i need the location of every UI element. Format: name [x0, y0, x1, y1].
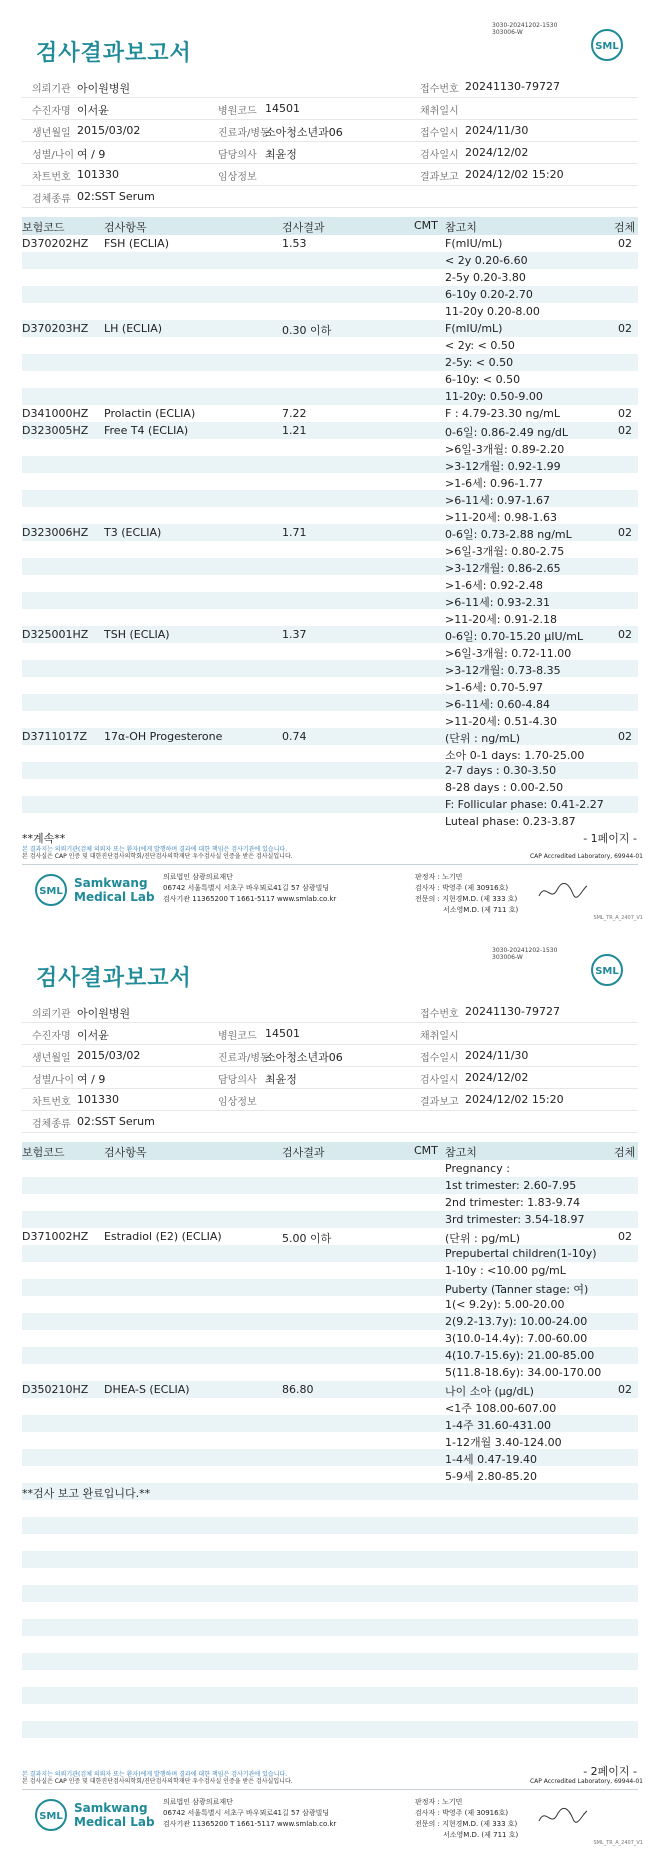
test-result: 86.80	[282, 1383, 314, 1396]
table-row	[22, 252, 638, 269]
reference-range: 6-10y 0.20-2.70	[445, 288, 533, 301]
reference-range: >1-6세: 0.92-2.48	[445, 579, 543, 592]
table-row	[22, 575, 638, 592]
table-row	[22, 609, 638, 626]
table-row	[22, 1262, 638, 1279]
table-row	[22, 371, 638, 388]
report-title: 검사결과보고서	[36, 41, 192, 66]
reference-range: >3-12개월: 0.92-1.99	[445, 460, 561, 473]
patient-header: 의뢰기관 아이원병원 접수번호 20241130-79727 수진자명 이서윤 병원코드 14501 채취일시 생년월일 2015/03/02 진료과/병동 소아청소년과06 접수일시 2024/11/30 성별/나이 여 / 9 담당의사 최윤정 검사일시 2024/12/02 차트번호 101330 임상정보 결과보고 2024/12/02 15:20 검체종류 02:SST Serum	[22, 1001, 638, 1133]
reference-range: 8-28 days : 0.00-2.50	[445, 781, 564, 794]
signatories: 판정자 : 노기민 검사자 : 박영주 (제 30916호) 전문의 : 지현경M.D. (제 333 호) 서소영M.D. (제 711 호)	[415, 1798, 519, 1839]
barcode-text: 3030-20241202-1530 303006-W	[492, 947, 558, 961]
reference-range: 0-6일: 0.86-2.49 ng/dL	[445, 426, 569, 439]
reference-range: 2nd trimester: 1.83-9.74	[445, 1196, 581, 1209]
table-row	[22, 1313, 638, 1330]
footer-info: 의료법인 삼광의료재단 06742 서울특별시 서초구 바우뫼로41길 57 삼광빌딩 검사기관 11365200 T 1661-5117 www.smlab.co.kr	[163, 873, 337, 903]
reference-range: 2-5y: < 0.50	[445, 356, 514, 369]
test-name: 17α-OH Progesterone	[104, 730, 223, 743]
dob: 2015/03/02	[77, 124, 141, 137]
specimen-code: 02	[618, 526, 632, 539]
reference-range: 3(10.0-14.4y): 7.00-60.00	[445, 1332, 588, 1345]
table-row	[22, 1568, 638, 1585]
table-row	[22, 1279, 638, 1296]
notice-black: 본 검사실은 CAP 인증 및 대한진단검사의학회/진단검사의학재단 우수검사실 인증을 받은 검사실입니다.	[22, 853, 293, 860]
table-row	[22, 1585, 638, 1602]
receipt-date: 2024/11/30	[465, 124, 529, 137]
table-row	[22, 1670, 638, 1687]
table-row	[22, 1330, 638, 1347]
reference-range: >6일-3개월: 0.72-11.00	[445, 647, 572, 660]
test-code: **검사 보고 완료입니다.**	[22, 1487, 151, 1500]
page-number: - 1페이지 -	[583, 832, 637, 845]
table-row	[22, 1347, 638, 1364]
table-row	[22, 762, 638, 779]
chart-no: 101330	[77, 168, 119, 181]
table-row	[22, 303, 638, 320]
table-row	[22, 779, 638, 796]
test-result: 1.21	[282, 424, 307, 437]
reference-range: >6-11세: 0.93-2.31	[445, 596, 550, 609]
reference-range: 1-4주 31.60-431.00	[445, 1419, 552, 1432]
svg-text:SML: SML	[595, 41, 619, 52]
table-row	[22, 388, 638, 405]
table-row	[22, 1432, 638, 1449]
table-row	[22, 541, 638, 558]
brand-name: Samkwang Medical Lab	[74, 876, 155, 904]
table-row	[22, 320, 638, 337]
table-row	[22, 422, 638, 439]
table-header: 보험코드 검사항목 검사결과 CMT 참고치 검체	[22, 1144, 636, 1159]
reference-range: >1-6세: 0.70-5.97	[445, 681, 543, 694]
reference-range: F : 4.79-23.30 ng/mL	[445, 407, 560, 420]
barcode-text: 3030-20241202-1530 303006-W	[492, 22, 558, 36]
table-row	[22, 1398, 638, 1415]
footer-info: 의료법인 삼광의료재단 06742 서울특별시 서초구 바우뫼로41길 57 삼광빌딩 검사기관 11365200 T 1661-5117 www.smlab.co.kr	[163, 1798, 337, 1828]
signatories: 판정자 : 노기민 검사자 : 박영주 (제 30916호) 전문의 : 지현경M.D. (제 333 호) 서소영M.D. (제 711 호)	[415, 873, 519, 914]
reference-range: 소아 0-1 days: 1.70-25.00	[445, 749, 585, 762]
reference-range: 2(9.2-13.7y): 10.00-24.00	[445, 1315, 588, 1328]
table-row	[22, 1602, 638, 1619]
report-time: 2024/12/02 15:20	[465, 168, 564, 181]
table-row	[22, 1483, 638, 1500]
table-row	[22, 337, 638, 354]
reference-range: 2-5y 0.20-3.80	[445, 271, 526, 284]
reference-range: F(mIU/mL)	[445, 322, 503, 335]
test-code: D350210HZ	[22, 1383, 89, 1396]
test-name: FSH (ECLIA)	[104, 237, 169, 250]
report-title: 검사결과보고서	[36, 966, 192, 991]
test-name: TSH (ECLIA)	[104, 628, 170, 641]
reference-range: Puberty (Tanner stage: 여)	[445, 1283, 589, 1296]
table-row	[22, 524, 638, 541]
requesting-org: 아이원병원	[77, 82, 131, 95]
report-page-2: 검사결과보고서 3030-20241202-1530 303006-W SML 의뢰기관 아이원병원 접수번호 20241130-79727 수진자명 이서윤 병원코드 14501 채취일시 생년월일 2015/03/02 진료과/병동 소아청소년과06 접수일시 2024/11/30 성별/나이 여 / 9 담당의사 최윤정 검사일시 2024/12/02 차트번호 101330 임상정보 결과보고 2024/12/02 15:20 검체종류 02:SST Serum 보험코드 검사항목 검사결과 CMT 참고치 검체 Pregnancy : 1st trimester: 2.60-7.95 2nd trimester: 1.83-9.74 3rd trimester: 3.54-18.97 D371002HZ Estradiol (E2) (ECLIA) 5.00 이하 (단위 : pg/mL) 02 Prepubertal children(1-10y) 1-10y : <10.00 pg/mL Puberty (Tanner stage: 여) 1(< 9.2y): 5.00-20.00 2(9.2-13.7y): 10.00-24.00 3(10.0-14.4y): 7.00-60.00 4(10.7-15.6y): 21.00-85.00 5(11.8-18.6y): 34.00-170.00 D350210HZ DHEA-S (ECLIA) 86.80 나이 소아 (μg/dL) 02 <1주 108.00-607.00 1-4주 31.60-431.00 1-12개월 3.40-124.00 1-4세 0.47-19.40 5-9세 2.80-85.20 **검사 보고 완료입니다.** - 2페이지 - 본 결과지는 의뢰기관(검체 의뢰자 또는 환자)에게 발행하며 결과에 대한 책임은 검사기관에 있습니다. 본 검사실은 CAP 인증 및 대한진단검사의학회/진단검사의학재단 우수검사실 인증을 받은 검사실입니다. CAP Accredited Laboratory, 69944-01 SML Samkwang Medical Lab 의료법인 삼광의료재단 06742 서울특별시 서초구 바우뫼로41길 57 삼광빌딩 검사기관 11365200 T 1661-5117 www.smlab.co.kr 판정자 : 노기민 검사자 : 박영주 (제 30916호) 전문의 : 지현경M.D. (제 333 호) 서소영M.D. (제 711 호) SML_TR_A_2407_V1	[0, 925, 655, 1850]
table-row	[22, 405, 638, 422]
notice-blue: 본 결과지는 의뢰기관(검체 의뢰자 또는 환자)에게 발행하며 결과에 대한 책임은 검사기관에 있습니다.	[22, 846, 288, 853]
specimen-code: 02	[618, 237, 632, 250]
table-row	[22, 439, 638, 456]
results-table-page-2	[22, 1160, 638, 1755]
reference-range: 5-9세 2.80-85.20	[445, 1470, 538, 1483]
test-result: 5.00 이하	[282, 1232, 332, 1245]
table-row	[22, 1500, 638, 1517]
table-row	[22, 592, 638, 609]
reference-range: Luteal phase: 0.23-3.87	[445, 815, 576, 828]
test-name: Estradiol (E2) (ECLIA)	[104, 1230, 222, 1243]
test-name: Free T4 (ECLIA)	[104, 424, 189, 437]
table-row	[22, 1517, 638, 1534]
reference-range: 1-4세 0.47-19.40	[445, 1453, 538, 1466]
test-name: Prolactin (ECLIA)	[104, 407, 196, 420]
test-result: 0.74	[282, 730, 307, 743]
signature-icon	[537, 1803, 589, 1829]
reference-range: 0-6일: 0.70-15.20 μIU/mL	[445, 630, 584, 643]
table-row	[22, 1466, 638, 1483]
results-table-page-1	[22, 235, 638, 830]
test-code: D341000HZ	[22, 407, 89, 420]
cap-accreditation: CAP Accredited Laboratory, 69944-01	[529, 853, 643, 860]
table-row	[22, 1160, 638, 1177]
reference-range: (단위 : pg/mL)	[445, 1232, 521, 1245]
test-date: 2024/12/02	[465, 146, 529, 159]
table-row	[22, 1653, 638, 1670]
table-row	[22, 1177, 638, 1194]
reference-range: 3rd trimester: 3.54-18.97	[445, 1213, 585, 1226]
reference-range: F(mIU/mL)	[445, 237, 503, 250]
table-row	[22, 1415, 638, 1432]
test-code: D3711017Z	[22, 730, 87, 743]
dept: 소아청소년과06	[265, 126, 343, 139]
reference-range: >3-12개월: 0.86-2.65	[445, 562, 561, 575]
table-row	[22, 1194, 638, 1211]
reference-range: 6-10y: < 0.50	[445, 373, 521, 386]
reference-range: 5(11.8-18.6y): 34.00-170.00	[445, 1366, 602, 1379]
table-row	[22, 694, 638, 711]
reference-range: >6일-3개월: 0.89-2.20	[445, 443, 565, 456]
table-row	[22, 1738, 638, 1755]
reference-range: 11-20y 0.20-8.00	[445, 305, 540, 318]
reference-range: 1(< 9.2y): 5.00-20.00	[445, 1298, 565, 1311]
reference-range: 11-20y: 0.50-9.00	[445, 390, 543, 403]
brand-name: Samkwang Medical Lab	[74, 1801, 155, 1829]
reference-range: 1-12개월 3.40-124.00	[445, 1436, 562, 1449]
sml-footer-logo-icon	[34, 1798, 68, 1832]
receipt-no: 20241130-79727	[465, 80, 560, 93]
reference-range: F: Follicular phase: 0.41-2.27	[445, 798, 604, 811]
reference-range: 2-7 days : 0.30-3.50	[445, 764, 557, 777]
reference-range: Prepubertal children(1-10y)	[445, 1247, 597, 1260]
patient-name: 이서윤	[77, 104, 109, 117]
table-row	[22, 235, 638, 252]
reference-range: < 2y 0.20-6.60	[445, 254, 528, 267]
table-row	[22, 558, 638, 575]
table-row	[22, 813, 638, 830]
specimen-code: 02	[618, 424, 632, 437]
reference-range: (단위 : ng/mL)	[445, 732, 521, 745]
table-row	[22, 1245, 638, 1262]
reference-range: 4(10.7-15.6y): 21.00-85.00	[445, 1349, 595, 1362]
table-row	[22, 456, 638, 473]
test-code: D323006HZ	[22, 526, 89, 539]
specimen-code: 02	[618, 628, 632, 641]
table-row	[22, 643, 638, 660]
table-row	[22, 1619, 638, 1636]
reference-range: < 2y: < 0.50	[445, 339, 515, 352]
table-row	[22, 507, 638, 524]
specimen: 02:SST Serum	[77, 190, 155, 203]
specimen-code: 02	[618, 730, 632, 743]
svg-text:SML: SML	[39, 886, 63, 897]
specimen-code: 02	[618, 1383, 632, 1396]
reference-range: 1st trimester: 2.60-7.95	[445, 1179, 577, 1192]
specimen-code: 02	[618, 1230, 632, 1243]
test-code: D370203HZ	[22, 322, 89, 335]
sml-logo-icon	[590, 28, 624, 62]
test-name: T3 (ECLIA)	[104, 526, 162, 539]
svg-text:SML: SML	[39, 1811, 63, 1822]
reference-range: 0-6일: 0.73-2.88 ng/mL	[445, 528, 572, 541]
test-result: 1.53	[282, 237, 307, 250]
reference-range: >6-11세: 0.60-4.84	[445, 698, 550, 711]
table-row	[22, 796, 638, 813]
reference-range: >6-11세: 0.97-1.67	[445, 494, 550, 507]
table-row	[22, 269, 638, 286]
test-code: D370202HZ	[22, 237, 89, 250]
test-result: 0.30 이하	[282, 324, 332, 337]
reference-range: Pregnancy :	[445, 1162, 510, 1175]
table-row	[22, 1211, 638, 1228]
sml-footer-logo-icon	[34, 873, 68, 907]
table-row	[22, 1228, 638, 1245]
sml-logo-icon	[590, 953, 624, 987]
table-row	[22, 728, 638, 745]
table-row	[22, 1687, 638, 1704]
reference-range: >11-20세: 0.91-2.18	[445, 613, 557, 626]
table-row	[22, 1534, 638, 1551]
test-code: D325001HZ	[22, 628, 89, 641]
page-number: - 2페이지 -	[583, 1765, 637, 1778]
test-code: D371002HZ	[22, 1230, 89, 1243]
hospital-code: 14501	[265, 102, 300, 115]
table-row	[22, 1364, 638, 1381]
patient-header: 의뢰기관 아이원병원 접수번호 20241130-79727 수진자명 이서윤 병원코드 14501 채취일시 생년월일 2015/03/02 진료과/병동 소아청소년과06 접수일시 2024/11/30 성별/나이 여 / 9 담당의사 최윤정 검사일시 2024/12/02 차트번호 101330 임상정보 결과보고 2024/12/02 15:20 검체종류 02:SST Serum	[22, 76, 638, 208]
svg-text:SML: SML	[595, 966, 619, 977]
table-row	[22, 1636, 638, 1653]
test-name: DHEA-S (ECLIA)	[104, 1383, 190, 1396]
doctor: 최윤정	[265, 148, 297, 161]
table-row	[22, 1449, 638, 1466]
table-row	[22, 745, 638, 762]
table-row	[22, 286, 638, 303]
reference-range: >3-12개월: 0.73-8.35	[445, 664, 561, 677]
sex-age: 여 / 9	[77, 148, 106, 161]
table-row	[22, 1381, 638, 1398]
signature-icon	[537, 878, 589, 904]
table-row	[22, 626, 638, 643]
reference-range: 나이 소아 (μg/dL)	[445, 1385, 534, 1398]
test-name: LH (ECLIA)	[104, 322, 163, 335]
table-row	[22, 354, 638, 371]
reference-range: <1주 108.00-607.00	[445, 1402, 557, 1415]
table-row	[22, 677, 638, 694]
table-row	[22, 660, 638, 677]
table-row	[22, 1551, 638, 1568]
reference-range: >1-6세: 0.96-1.77	[445, 477, 543, 490]
table-row	[22, 1721, 638, 1738]
test-result: 1.37	[282, 628, 307, 641]
table-row	[22, 1296, 638, 1313]
form-code: SML_TR_A_2407_V1	[593, 915, 643, 921]
table-row	[22, 711, 638, 728]
continue-mark: **계속**	[22, 832, 66, 845]
test-result: 7.22	[282, 407, 307, 420]
test-result: 1.71	[282, 526, 307, 539]
table-row	[22, 473, 638, 490]
table-row	[22, 1704, 638, 1721]
reference-range: >11-20세: 0.98-1.63	[445, 511, 557, 524]
test-code: D323005HZ	[22, 424, 89, 437]
table-header: 보험코드 검사항목 검사결과 CMT 참고치 검체	[22, 219, 636, 234]
reference-range: 1-10y : <10.00 pg/mL	[445, 1264, 566, 1277]
specimen-code: 02	[618, 407, 632, 420]
reference-range: >11-20세: 0.51-4.30	[445, 715, 557, 728]
table-row	[22, 490, 638, 507]
reference-range: >6일-3개월: 0.80-2.75	[445, 545, 565, 558]
specimen-code: 02	[618, 322, 632, 335]
